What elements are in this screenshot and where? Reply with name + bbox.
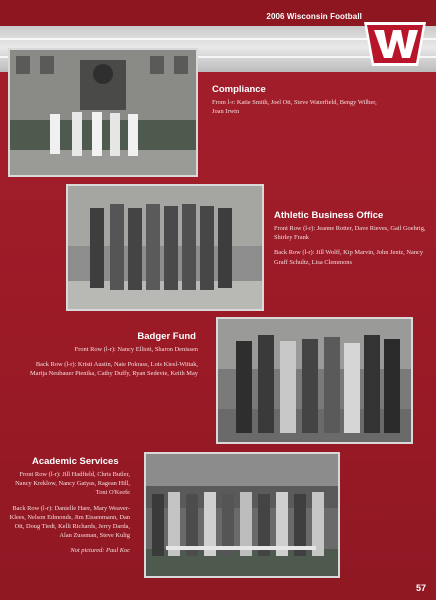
athletic-business-photo — [66, 184, 264, 311]
caption-compliance-names: From l-r: Katie Smith, Joel Ott, Steve Waterfield, Bengy Wilber, Joan Irwin — [212, 99, 377, 116]
caption-athletic-front-row: Front Row (l-r): Jeanne Rotter, Dave Rieves, Gail Goehrig, Shirley Frank — [274, 225, 426, 242]
section-title-athletic-business: Athletic Business Office — [274, 210, 384, 221]
wisconsin-w-logo — [360, 14, 430, 70]
athletic-business-photo-image — [68, 186, 262, 309]
w-logo-graphic — [360, 14, 430, 70]
caption-badger-back-row: Back Row (l-r): Kristi Austin, Nate Pokrass, Lois Kiesl-Wittak, Marija Neubauer Pienika, Cathy Duffy, Ryan Sedevie, Keith May — [30, 361, 198, 378]
caption-badger-fund — [22, 345, 198, 385]
caption-academic-back-row: Back Row (l-r): Danielle Hare, Mary Weaver-Klees, Nelson Edmonds, Jim Eissenmann, Dan Ott, Doug Tiedt, Kelli Richards, Jerry Darda, Alan Zussman, Steve Kulig — [9, 504, 130, 540]
caption-academic-front-row: Front Row (l-r): Jill Hadfield, Chris Butler, Nancy Kreklow, Nancy Gatyas, Ragean Hill, Toni O'Keefe — [15, 471, 130, 497]
caption-academic-not-pictured: Not pictured: Paul Koc — [70, 547, 130, 555]
page-number: 57 — [415, 583, 426, 593]
badger-fund-photo-image — [218, 319, 411, 442]
section-title-compliance: Compliance — [212, 84, 266, 95]
academic-services-photo — [144, 452, 340, 578]
caption-compliance — [212, 98, 388, 122]
caption-athletic-business — [274, 224, 426, 273]
compliance-photo-image — [10, 50, 196, 175]
section-title-academic-services: Academic Services — [32, 456, 119, 467]
badger-fund-photo — [216, 317, 413, 444]
section-title-badger-fund: Badger Fund — [137, 331, 196, 342]
page-header-title: 2006 Wisconsin Football — [266, 12, 362, 21]
caption-badger-front-row: Front Row (l-r): Nancy Elliott, Sharon Denissen — [74, 346, 198, 353]
academic-services-photo-image — [146, 454, 338, 576]
caption-athletic-back-row: Back Row (l-r): Jill Wolff, Kip Marvin, John Jentz, Nancy Graff Schultz, Lisa Clemmons — [274, 249, 424, 266]
caption-academic-services — [2, 470, 130, 562]
compliance-photo — [8, 48, 198, 177]
